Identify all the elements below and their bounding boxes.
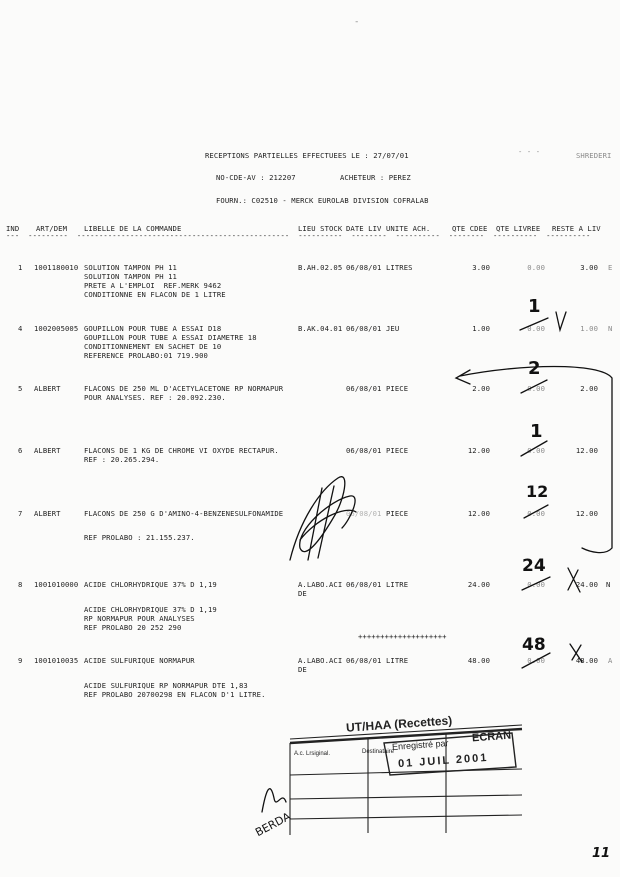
item-qte: 2.00 — [472, 384, 490, 393]
item-ind: 4 — [18, 324, 23, 333]
item-line: REF PROLABO : 21.155.237. — [84, 533, 195, 542]
item-unite: PIECE — [386, 384, 409, 393]
item-art: 1002005005 — [34, 324, 79, 333]
item-line: FLACONS DE 1 KG DE CHROME VI OXYDE RECTAPUR. — [84, 446, 279, 455]
item-unite: LITRE — [386, 656, 409, 665]
item-line: CONDITIONNE EN FLACON DE 1 LITRE — [84, 290, 226, 299]
top-mark: - — [354, 17, 360, 27]
buyer: ACHETEUR : PEREZ — [340, 173, 411, 182]
hand-qty-item7: 12 — [526, 482, 549, 501]
item-art: ALBERT — [34, 384, 61, 393]
signature-mark — [308, 486, 334, 560]
item-unite: PIECE — [386, 446, 409, 455]
item-reste: 2.00 — [580, 384, 598, 393]
stamp-registered-by: ECRAN — [471, 729, 512, 745]
item-line: FLACONS DE 250 G D'AMINO-4-BENZENESULFONAMIDE — [84, 509, 284, 518]
item-line: ACIDE CHLORHYDRIQUE 37% D 1,19 — [84, 605, 217, 614]
item-lieu: B.AH.02.05 — [298, 263, 343, 272]
item-line: REF : 20.265.294. — [84, 455, 160, 464]
item-lieu: A.LABO.ACI — [298, 580, 343, 589]
header-dashes: - - - — [518, 147, 541, 156]
item-art: ALBERT — [34, 446, 61, 455]
item-livree: 0.00 — [527, 324, 545, 333]
item-line: POUR ANALYSES. REF : 20.092.230. — [84, 393, 226, 402]
item-date: 06/08/01 — [346, 446, 382, 455]
bracket-line — [460, 367, 612, 553]
col-lieu: LIEU STOCK — [298, 224, 343, 233]
item-flag: N — [608, 324, 613, 333]
hand-qty-item5: 2 — [528, 358, 541, 379]
item-line: ACIDE SULFURIQUE RP NORMAPUR DTE 1,83 — [84, 681, 248, 690]
stamp-registered-label: Enregistré par — [391, 738, 449, 752]
item-art: 1001010000 — [34, 580, 79, 589]
item-art: ALBERT — [34, 509, 61, 518]
item-livree: 0.00 — [527, 656, 545, 665]
col-art: ART/DEM — [36, 224, 67, 233]
item-line: SOLUTION TAMPON PH 11 — [84, 263, 177, 272]
item-flag: A — [608, 656, 613, 665]
col-unite: UNITE ACH. — [386, 224, 431, 233]
item-date: 06/08/01 — [346, 263, 382, 272]
item-line: GOUPILLON POUR TUBE A ESSAI DIAMETRE 18 — [84, 333, 257, 342]
item-date: 06/08/01 — [346, 580, 382, 589]
hand-qty-item6: 1 — [530, 421, 543, 442]
header-rule: --- --------- ------------------------------------------------ ---------- -------- ---------- -------- ---------- ---------- — [6, 231, 591, 240]
item-livree: 0.00 — [527, 384, 545, 393]
item-date: 06/08/01 — [346, 509, 382, 518]
item-line: GOUPILLON POUR TUBE A ESSAI D18 — [84, 324, 222, 333]
hand-qty-item9: 48 — [522, 635, 546, 655]
item-flag: N — [606, 580, 611, 589]
stamp-label-destinataire: Destinataire — [362, 749, 395, 755]
initials-mark — [262, 789, 286, 812]
hand-initials: BERDA — [253, 809, 293, 840]
item-lieu-cont: DE — [298, 665, 307, 674]
item-line: CONDITIONNEMENT EN SACHET DE 10 — [84, 342, 222, 351]
item-qte: 3.00 — [472, 263, 490, 272]
plus-separator: ++++++++++++++++++++ — [358, 632, 447, 641]
item-qte: 12.00 — [467, 509, 490, 518]
order-number: NO-CDE-AV : 212207 — [216, 173, 296, 182]
user-code: SHREDERI — [576, 151, 612, 160]
item-date: 06/08/01 — [346, 656, 382, 665]
tick-mark — [556, 312, 566, 330]
item-date: 06/08/01 — [346, 384, 382, 393]
item-line: PRETE A L'EMPLOI REF.MERK 9462 — [84, 281, 222, 290]
item-ind: 5 — [18, 384, 23, 393]
item-lieu-cont: DE — [298, 589, 307, 598]
item-flag: E — [608, 263, 613, 272]
col-reste: RESTE A LIV — [552, 224, 601, 233]
item-qte: 12.00 — [467, 446, 490, 455]
item-reste: 12.00 — [575, 509, 598, 518]
item-livree: 0.00 — [527, 509, 545, 518]
arrow-mark — [456, 370, 470, 384]
col-qte-cdee: QTE CDEE — [452, 224, 488, 233]
item-line: REFERENCE PROLABO:01 719.900 — [84, 351, 208, 360]
item-livree: 0.00 — [527, 446, 545, 455]
item-line: REF PROLABO 20 252 290 — [84, 623, 182, 632]
item-qte: 48.00 — [467, 656, 490, 665]
item-line: FLACONS DE 250 ML D'ACETYLACETONE RP NORMAPUR — [84, 384, 284, 393]
item-ind: 1 — [18, 263, 23, 272]
stamp-date: 01 JUIL 2001 — [397, 751, 489, 771]
hand-qty-item4: 1 — [528, 296, 541, 317]
item-line: ACIDE CHLORHYDRIQUE 37% D 1,19 — [84, 580, 217, 589]
signature-mark — [290, 477, 356, 560]
col-libelle: LIBELLE DE LA COMMANDE — [84, 224, 182, 233]
item-art: 1001180010 — [34, 263, 79, 272]
item-reste: 24.00 — [575, 580, 598, 589]
col-date: DATE LIV — [346, 224, 382, 233]
report-title: RECEPTIONS PARTIELLES EFFECTUEES LE : 27/07/01 — [205, 151, 409, 160]
item-ind: 8 — [18, 580, 23, 589]
item-ind: 9 — [18, 656, 23, 665]
item-art: 1001010035 — [34, 656, 79, 665]
hand-qty-item8: 24 — [522, 556, 546, 576]
stamp-label-original: A.c. Lrsiginal. — [294, 751, 331, 757]
item-qte: 24.00 — [467, 580, 490, 589]
item-livree: 0.00 — [527, 580, 545, 589]
item-qte: 1.00 — [472, 324, 490, 333]
item-reste: 1.00 — [580, 324, 598, 333]
item-unite: JEU — [386, 324, 400, 333]
item-livree: 0.00 — [527, 263, 545, 272]
item-line: ACIDE SULFURIQUE NORMAPUR — [84, 656, 195, 665]
item-line: RP NORMAPUR POUR ANALYSES — [84, 614, 195, 623]
reception-stamp — [286, 713, 526, 838]
item-line: SOLUTION TAMPON PH 11 — [84, 272, 177, 281]
item-reste: 12.00 — [575, 446, 598, 455]
item-lieu: B.AK.04.01 — [298, 324, 343, 333]
col-qte-livree: QTE LIVREE — [496, 224, 541, 233]
item-line: REF PROLABO 20700298 EN FLACON D'1 LITRE. — [84, 690, 266, 699]
item-ind: 7 — [18, 509, 23, 518]
item-unite: PIECE — [386, 509, 409, 518]
page-number: 11 — [592, 846, 611, 861]
item-lieu: A.LABO.ACI — [298, 656, 343, 665]
col-ind: IND — [6, 224, 20, 233]
item-date: 06/08/01 — [346, 324, 382, 333]
item-unite: LITRE — [386, 580, 409, 589]
item-ind: 6 — [18, 446, 23, 455]
supplier: FOURN.: C02510 - MERCK EUROLAB DIVISION COFRALAB — [216, 196, 429, 205]
stamp-title: UT/HAA (Recettes) — [345, 713, 453, 735]
item-unite: LITRES — [386, 263, 413, 272]
item-reste: 3.00 — [580, 263, 598, 272]
item-reste: 48.00 — [575, 656, 598, 665]
